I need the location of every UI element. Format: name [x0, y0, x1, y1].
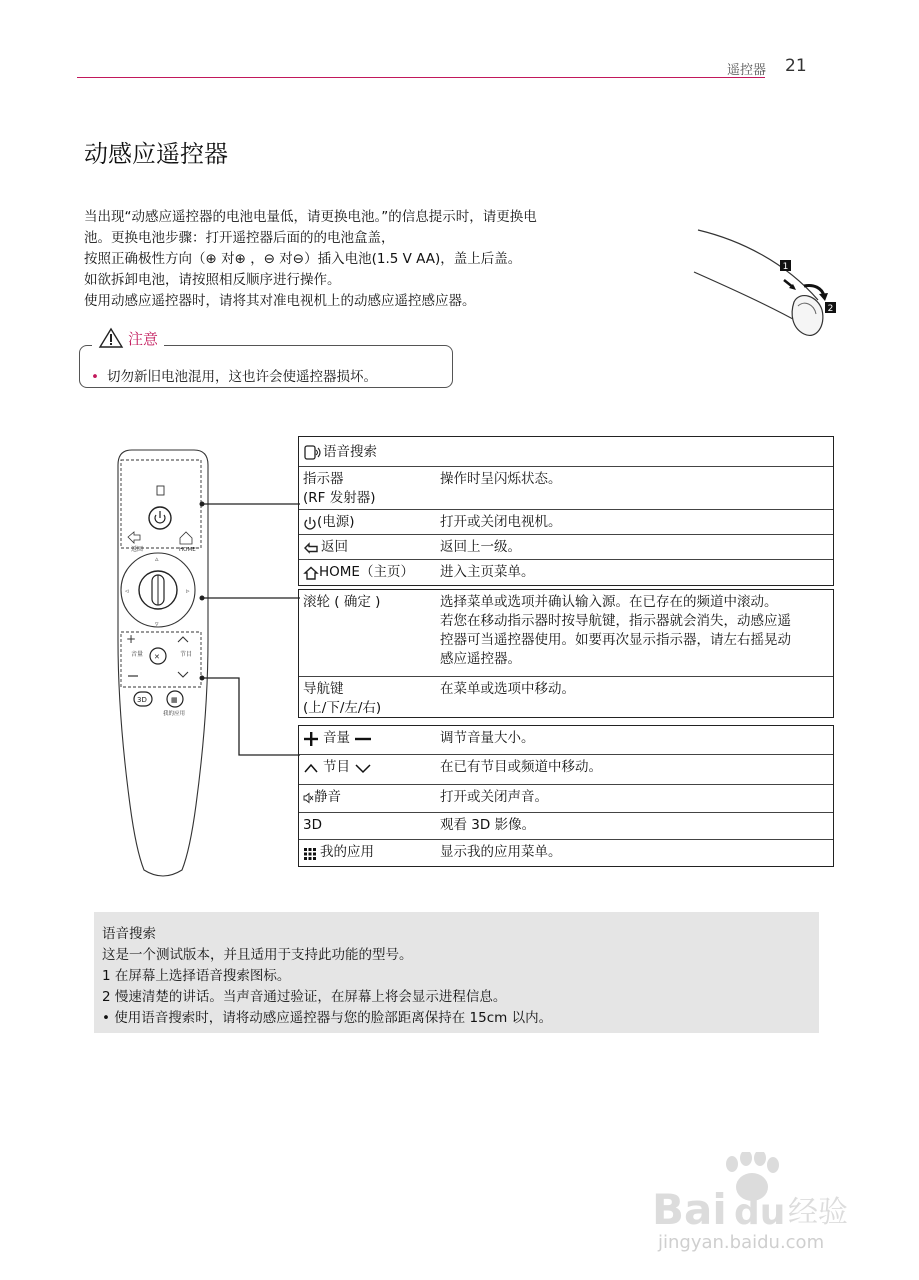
- warning-triangle-icon: [98, 327, 124, 349]
- row-description: 返回上一级。: [440, 539, 521, 555]
- table-row: [299, 437, 833, 466]
- voice-search-note: [94, 912, 819, 1033]
- table-row: [299, 466, 833, 510]
- table-row: [299, 509, 833, 535]
- intro-line: 池。更换电池步骤：打开遥控器后面的的电池盒盖，: [84, 230, 395, 246]
- row-label: 语音搜索: [323, 444, 377, 460]
- note-line: 2 慢速清楚的讲话。当声音通过验证，在屏幕上将会显示进程信息。: [102, 989, 507, 1005]
- note-title: 语音搜索: [102, 926, 156, 942]
- intro-line: 当出现“动感应遥控器的电池电量低，请更换电池。”的信息提示时，请更换电: [84, 209, 537, 225]
- row-description: 进入主页菜单。: [440, 564, 535, 580]
- button-table-top: [298, 436, 834, 586]
- 3d-label: 3D: [137, 696, 147, 704]
- chevron-down-icon: [354, 761, 372, 775]
- row-label-sub: (RF 发射器): [303, 490, 376, 506]
- header-section: 遥控器: [727, 63, 767, 78]
- table-row: [299, 726, 833, 754]
- description-line: 控器可当遥控器使用。如要再次显示指示器，请左右摇晃动: [440, 632, 791, 648]
- apps-grid-icon: ▦: [171, 696, 178, 704]
- description-line: 若您在移动指示器时按导航键，指示器就会消失，动感应遥: [440, 613, 791, 629]
- row-label: 静音: [314, 789, 341, 805]
- row-description: 在菜单或选项中移动。: [440, 681, 575, 697]
- row-label: HOME（主页）: [319, 564, 414, 580]
- row-label: 3D: [303, 817, 322, 833]
- voice-search-icon: [303, 445, 323, 461]
- row-description: 打开或关闭声音。: [440, 789, 548, 805]
- row-label: 返回: [321, 539, 348, 555]
- row-description: [440, 593, 830, 669]
- caution-title: [92, 318, 164, 358]
- row-description: 显示我的应用菜单。: [440, 844, 562, 860]
- button-table-bottom: [298, 725, 834, 867]
- remote-illustration: [100, 430, 300, 890]
- intro-line: 按照正确极性方向（⊕ 对⊕ ，⊖ 对⊖）插入电池(1.5 V AA)，盖上后盖。: [84, 251, 522, 267]
- svg-text:◃: ◃: [125, 587, 129, 595]
- caution-bullet: •: [91, 369, 99, 385]
- row-description: 操作时呈闪烁状态。: [440, 471, 562, 487]
- header-rule: [77, 77, 765, 78]
- table-row: [299, 784, 833, 813]
- back-arrow-icon: [303, 541, 321, 555]
- step1-number: 1: [782, 262, 789, 272]
- description-line: 感应遥控器。: [440, 651, 521, 667]
- row-label: 节目: [323, 759, 350, 775]
- page-number: 21: [785, 56, 807, 76]
- battery-cover-illustration: [690, 222, 840, 347]
- back-label: 返回: [131, 546, 144, 553]
- note-line: • 使用语音搜索时，请将动感应遥控器与您的脸部距离保持在 15cm 以内。: [102, 1010, 553, 1026]
- table-row: [299, 534, 833, 560]
- plus-icon: [303, 731, 319, 747]
- home-label: HOME: [179, 547, 196, 553]
- svg-text:▹: ▹: [186, 587, 190, 595]
- row-description: 调节音量大小。: [440, 730, 535, 746]
- home-icon: [303, 566, 319, 580]
- volume-label: 音量: [131, 651, 144, 658]
- intro-line: 使用动感应遥控器时，请将其对准电视机上的动感应遥控感应器。: [84, 293, 476, 309]
- row-label: 我的应用: [320, 844, 374, 860]
- row-description: 在已有节目或频道中移动。: [440, 759, 602, 775]
- row-label: (电源): [317, 514, 355, 530]
- watermark-url: jingyan.baidu.com: [658, 1232, 825, 1253]
- table-row: [299, 590, 833, 676]
- row-description: 观看 3D 影像。: [440, 817, 536, 833]
- minus-icon: [354, 731, 372, 747]
- svg-text:▵: ▵: [155, 555, 159, 563]
- row-description: 打开或关闭电视机。: [440, 514, 562, 530]
- row-label: 音量: [323, 730, 350, 746]
- step2-number: 2: [827, 304, 834, 314]
- row-label: 滚轮 ( 确定 ): [303, 594, 381, 610]
- note-line: 1 在屏幕上选择语音搜索图标。: [102, 968, 291, 984]
- row-label-sub: (上/下/左/右): [303, 700, 382, 716]
- mute-icon: ✕: [154, 653, 160, 661]
- channel-label: 节目: [180, 651, 193, 658]
- apps-grid-icon: [303, 846, 317, 860]
- table-row: [299, 754, 833, 785]
- table-row: [299, 839, 833, 867]
- caution-text: [91, 365, 377, 385]
- table-row: [299, 676, 833, 718]
- description-line: 选择菜单或选项并确认输入源。在已存在的频道中滚动。: [440, 594, 778, 610]
- watermark-brand-bai: Bai: [652, 1185, 727, 1234]
- baidu-watermark: [652, 1152, 867, 1261]
- intro-paragraph: [84, 207, 629, 312]
- baidu-paw-logo: [652, 1152, 867, 1257]
- page-title: 动感应遥控器: [84, 140, 228, 168]
- connector-line-bottom: [202, 678, 300, 755]
- table-row: [299, 559, 833, 586]
- mute-icon: [303, 792, 314, 804]
- power-icon: [303, 515, 317, 531]
- note-line: 这是一个测试版本，并且适用于支持此功能的型号。: [102, 947, 413, 963]
- my-apps-label: 我的应用: [163, 711, 186, 717]
- caution-title-text: 注意: [128, 329, 159, 348]
- table-row: [299, 812, 833, 840]
- row-label: 导航键: [303, 681, 344, 697]
- svg-text:▿: ▿: [155, 620, 159, 628]
- row-label: 指示器: [303, 471, 344, 487]
- button-table-middle: [298, 589, 834, 718]
- watermark-brand-du: du: [734, 1192, 786, 1233]
- caution-text-body: 切勿新旧电池混用，这也许会使遥控器损坏。: [106, 369, 377, 385]
- chevron-up-icon: [303, 761, 319, 775]
- volume-up-icon[interactable]: +: [126, 632, 137, 646]
- intro-line: 如欲拆卸电池，请按照相反顺序进行操作。: [84, 272, 341, 288]
- watermark-brand-jingyan: 经验: [788, 1195, 848, 1230]
